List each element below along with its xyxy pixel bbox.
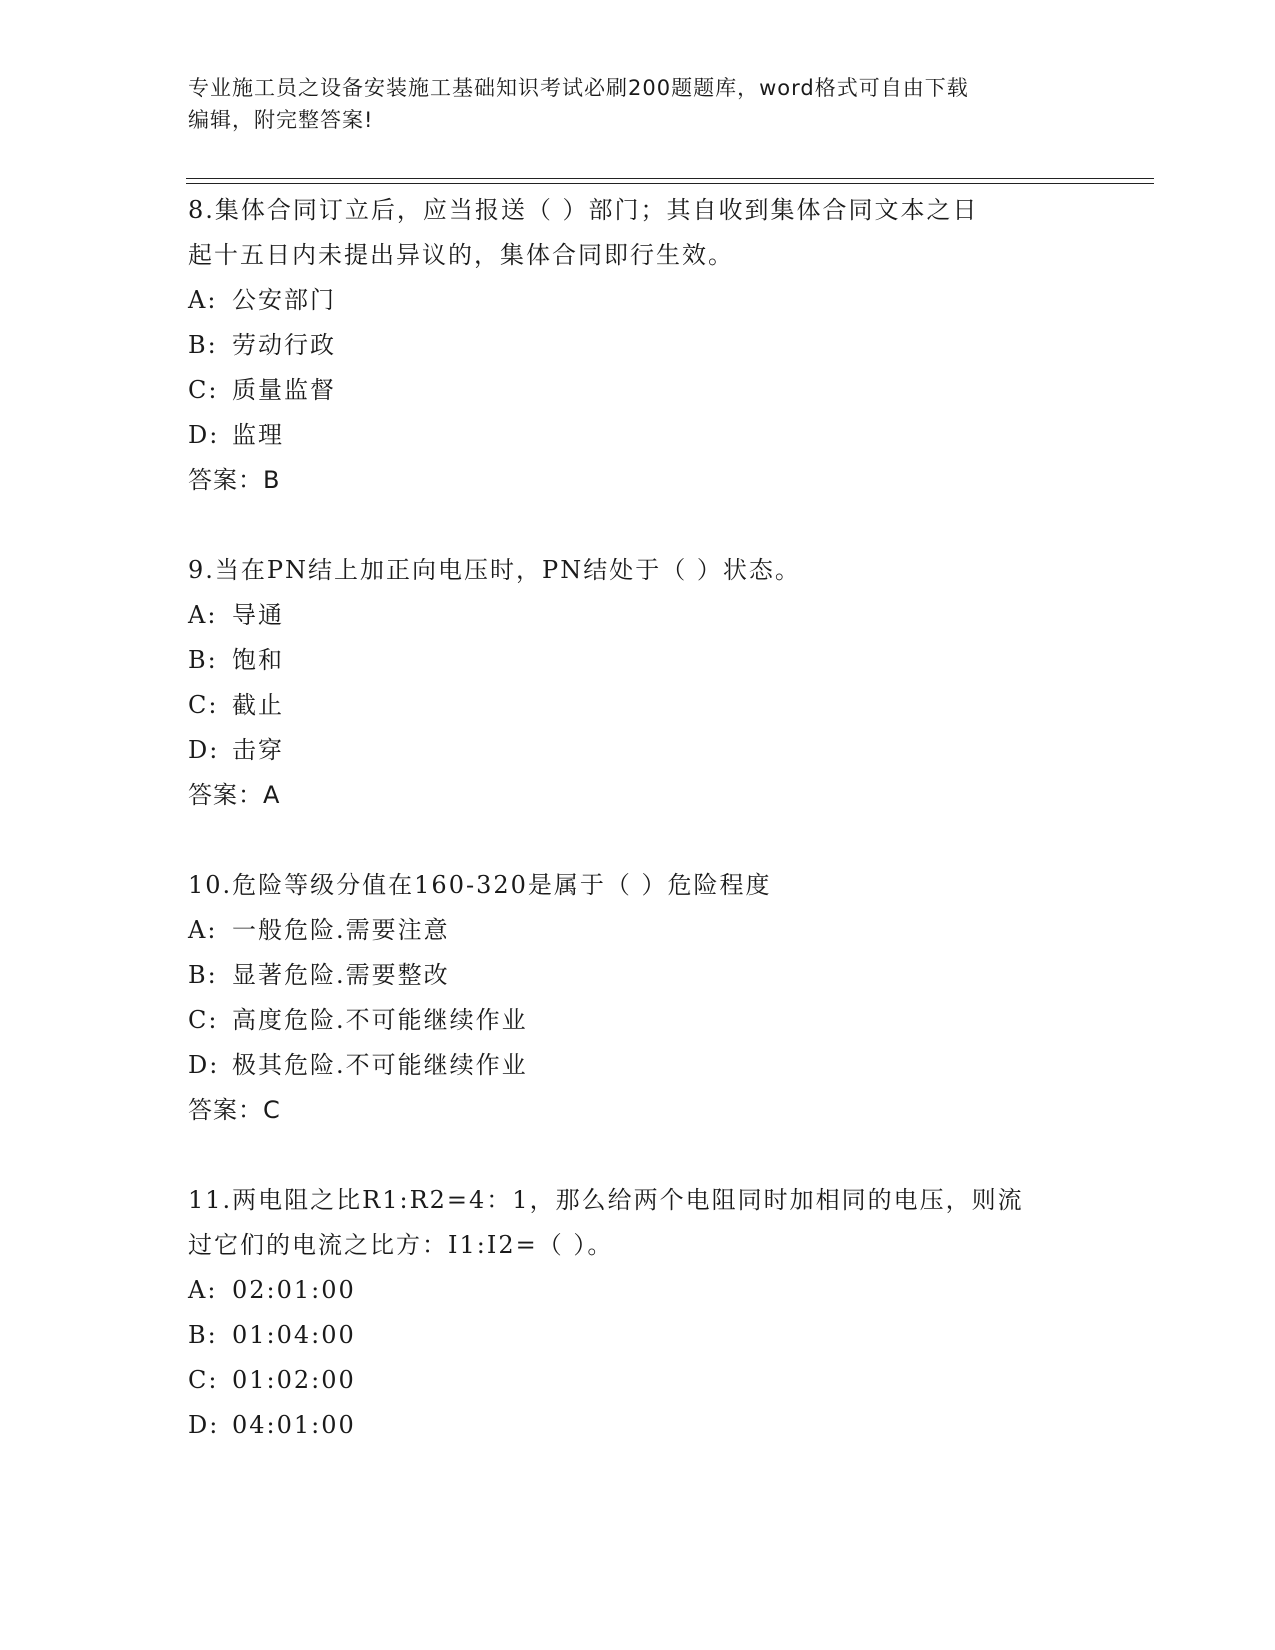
question-text-line-1: 8.集体合同订立后，应当报送（ ）部门；其自收到集体合同文本之日 <box>188 196 979 224</box>
question-11 <box>188 1178 1108 1448</box>
option-d <box>188 413 1108 458</box>
option-d <box>188 728 1108 773</box>
option-c <box>188 1358 1108 1403</box>
option-key: D: <box>188 1051 220 1079</box>
option-text: 质量监督 <box>232 376 336 404</box>
question-text-line-1: 9.当在PN结上加正向电压时，PN结处于（ ）状态。 <box>188 556 801 584</box>
option-a <box>188 1268 1108 1313</box>
question-8 <box>188 188 1108 503</box>
option-text: 高度危险.不可能继续作业 <box>232 1006 528 1034</box>
option-key: B: <box>188 961 218 989</box>
option-key: B: <box>188 331 218 359</box>
option-b <box>188 953 1108 998</box>
option-text: 导通 <box>232 601 284 629</box>
option-key: C: <box>188 691 219 719</box>
option-key: D: <box>188 736 220 764</box>
option-text: 击穿 <box>232 736 284 764</box>
option-a <box>188 593 1108 638</box>
question-text-line-2: 起十五日内未提出异议的，集体合同即行生效。 <box>188 241 734 269</box>
option-d <box>188 1043 1108 1088</box>
question-text-line-1: 11.两电阻之比R1:R2=4：1，那么给两个电阻同时加相同的电压，则流 <box>188 1186 1024 1214</box>
option-text: 01:02:00 <box>232 1366 356 1394</box>
option-key: C: <box>188 1366 219 1394</box>
option-key: A: <box>188 1276 218 1304</box>
option-b <box>188 323 1108 368</box>
option-key: A: <box>188 286 218 314</box>
option-text: 显著危险.需要整改 <box>232 961 450 989</box>
question-9 <box>188 548 1108 818</box>
option-text: 01:04:00 <box>232 1321 356 1349</box>
question-10 <box>188 863 1108 1133</box>
option-a <box>188 278 1108 323</box>
option-text: 04:01:00 <box>232 1411 356 1439</box>
option-b <box>188 638 1108 683</box>
option-a <box>188 908 1108 953</box>
option-text: 02:01:00 <box>232 1276 356 1304</box>
option-key: B: <box>188 646 218 674</box>
option-key: A: <box>188 916 218 944</box>
option-key: C: <box>188 376 219 404</box>
option-key: A: <box>188 601 218 629</box>
option-text: 一般危险.需要注意 <box>232 916 450 944</box>
header-divider-top <box>186 178 1154 179</box>
option-text: 监理 <box>232 421 284 449</box>
option-text: 截止 <box>232 691 284 719</box>
option-c <box>188 683 1108 728</box>
option-key: D: <box>188 1411 220 1439</box>
option-key: B: <box>188 1321 218 1349</box>
option-key: D: <box>188 421 220 449</box>
question-text-line-1: 10.危险等级分值在160-320是属于（ ）危险程度 <box>188 871 772 899</box>
header-divider-bottom <box>186 183 1154 184</box>
answer: 答案：B <box>188 466 281 494</box>
option-text: 公安部门 <box>232 286 336 314</box>
header-title-line-1: 专业施工员之设备安装施工基础知识考试必刷200题题库，word格式可自由下载 <box>188 76 969 100</box>
question-text-line-2: 过它们的电流之比方：I1:I2=（ ）。 <box>188 1231 614 1259</box>
document-header <box>188 72 1088 136</box>
option-c <box>188 998 1108 1043</box>
header-title-line-2: 编辑，附完整答案! <box>188 108 374 132</box>
answer: 答案：C <box>188 1096 281 1124</box>
option-key: C: <box>188 1006 219 1034</box>
option-b <box>188 1313 1108 1358</box>
option-text: 极其危险.不可能继续作业 <box>232 1051 528 1079</box>
option-d <box>188 1403 1108 1448</box>
option-text: 劳动行政 <box>232 331 336 359</box>
option-text: 饱和 <box>232 646 284 674</box>
option-c <box>188 368 1108 413</box>
question-list <box>188 188 1108 1493</box>
answer: 答案：A <box>188 781 281 809</box>
